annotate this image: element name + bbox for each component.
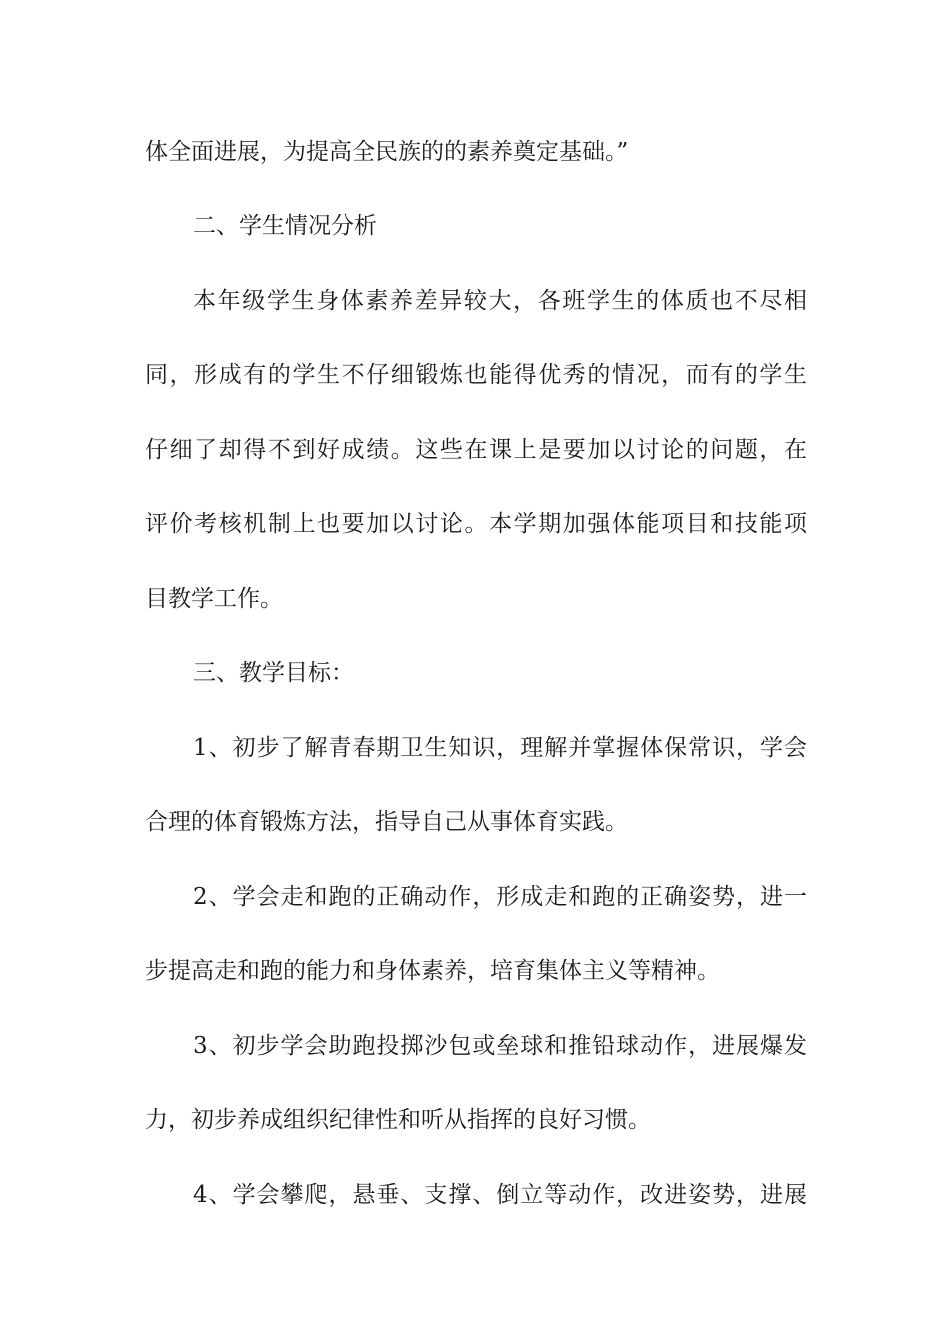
section-heading: 三、教学目标：	[193, 660, 354, 686]
list-item-line: 力，初步养成组织纪律性和听从指挥的良好习惯。	[145, 1107, 651, 1133]
list-item-line: 4、学会攀爬，悬垂、支撑、倒立等动作，改进姿势，进展	[193, 1182, 807, 1208]
paragraph-line: 评价考核机制上也要加以讨论。本学期加强体能项目和技能项	[145, 511, 807, 537]
paragraph-line: 仔细了却得不到好成绩。这些在课上是要加以讨论的问题，在	[145, 437, 807, 463]
list-item-line: 合理的体育锻炼方法，指导自己从事体育实践。	[145, 809, 628, 835]
paragraph-line: 本年级学生身体素养差异较大，各班学生的体质也不尽相	[193, 288, 807, 314]
list-item-line: 3、初步学会助跑投掷沙包或垒球和推铅球动作，进展爆发	[193, 1033, 807, 1059]
paragraph-line: 目教学工作。	[145, 586, 283, 612]
list-item-line: 步提高走和跑的能力和身体素养，培育集体主义等精神。	[145, 958, 720, 984]
paragraph-line: 体全面进展，为提高全民族的的素养奠定基础。”	[145, 139, 629, 165]
list-item-line: 1、初步了解青春期卫生知识，理解并掌握体保常识，学会	[193, 735, 807, 761]
paragraph-line: 同，形成有的学生不仔细锻炼也能得优秀的情况，而有的学生	[145, 362, 807, 388]
section-heading: 二、学生情况分析	[193, 213, 377, 239]
list-item-line: 2、学会走和跑的正确动作，形成走和跑的正确姿势，进一	[193, 884, 807, 910]
